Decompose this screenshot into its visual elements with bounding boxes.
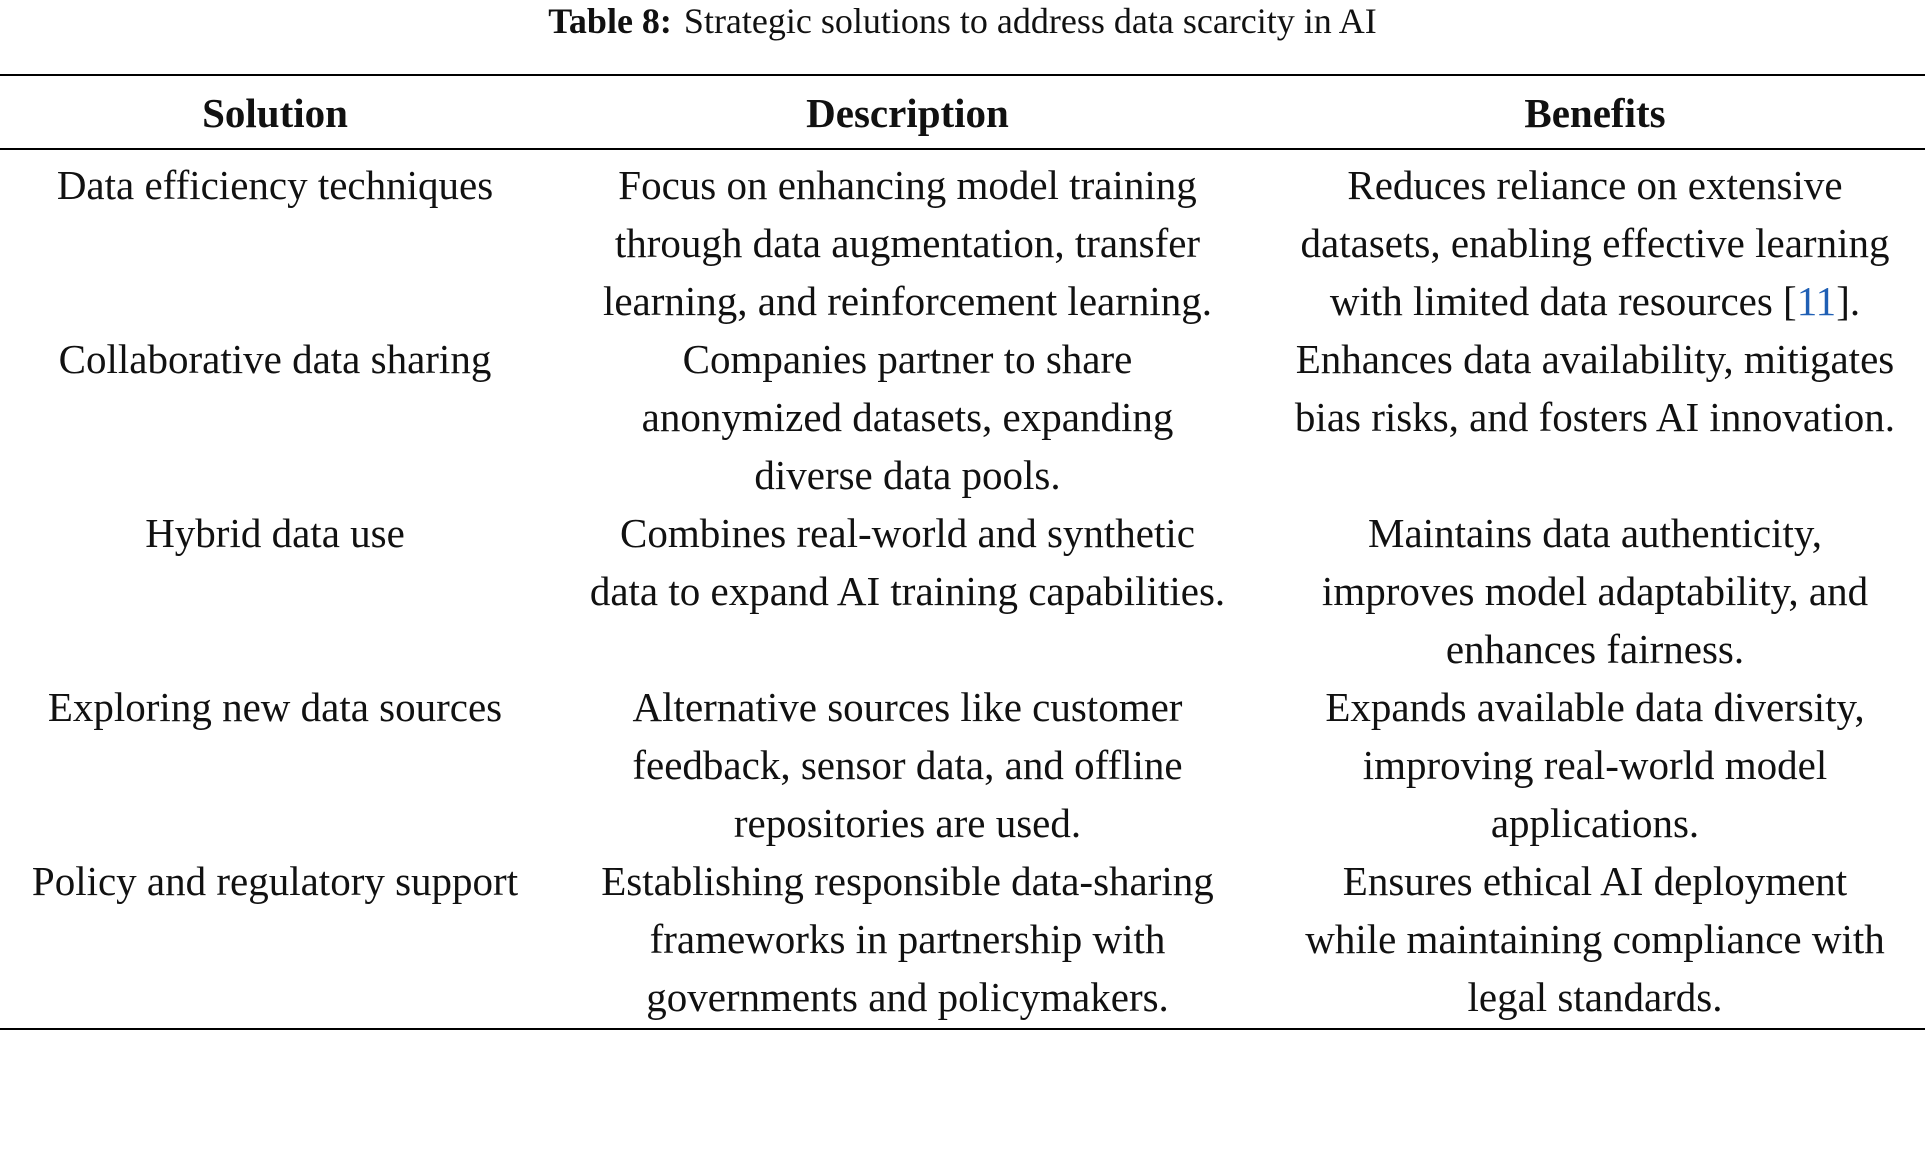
cell-description: Companies partner to share anonymized datasets, expanding diverse data pools. [641,336,1174,498]
cell-description: Establishing responsible data-sharing frameworks in partnership with governments and policymakers. [601,858,1214,1020]
cell-solution: Exploring new data sources [47,684,503,730]
table-header-row [0,75,1925,149]
citation-link[interactable]: 11 [1796,278,1837,324]
cell-description: Combines real-world and synthetic data to expand AI training capabilities. [589,510,1226,614]
table-row [0,149,1925,330]
table-caption-label: Table 8: [548,1,672,41]
cell-solution: Data efficiency techniques [56,162,494,208]
cell-solution: Collaborative data sharing [58,336,492,382]
cell-benefits: Expands available data diversity, improving real-world model applications. [1325,684,1865,846]
cell-benefits: Enhances data availability, mitigates bias risks, and fosters AI innovation. [1294,336,1896,440]
cell-benefits: Ensures ethical AI deployment while maintaining compliance with legal standards. [1305,858,1885,1020]
table-caption-text: Strategic solutions to address data scarcity in AI [683,1,1377,41]
cell-benefits: Maintains data authenticity, improves model adaptability, and enhances fairness. [1321,510,1869,672]
cell-solution: Policy and regulatory support [31,858,519,904]
cell-benefits [1265,149,1925,330]
cell-description: Alternative sources like customer feedback, sensor data, and offline repositories are used. [632,684,1183,846]
cell-benefits-tail: ]. [1836,278,1861,324]
header-description: Description [806,90,1009,136]
table-row [0,504,1925,678]
header-solution: Solution [202,90,348,136]
table-row [0,330,1925,504]
table-row [0,678,1925,852]
solutions-table [0,74,1925,1030]
cell-benefits-text: Reduces reliance on extensive datasets, enabling effective learning with limited data resources [ [1300,162,1890,324]
header-benefits: Benefits [1524,90,1666,136]
table-row [0,852,1925,1029]
table-caption [0,0,1925,42]
cell-solution: Hybrid data use [145,510,405,556]
cell-description: Focus on enhancing model training through data augmentation, transfer learning, and reinforcement learning. [602,162,1213,324]
